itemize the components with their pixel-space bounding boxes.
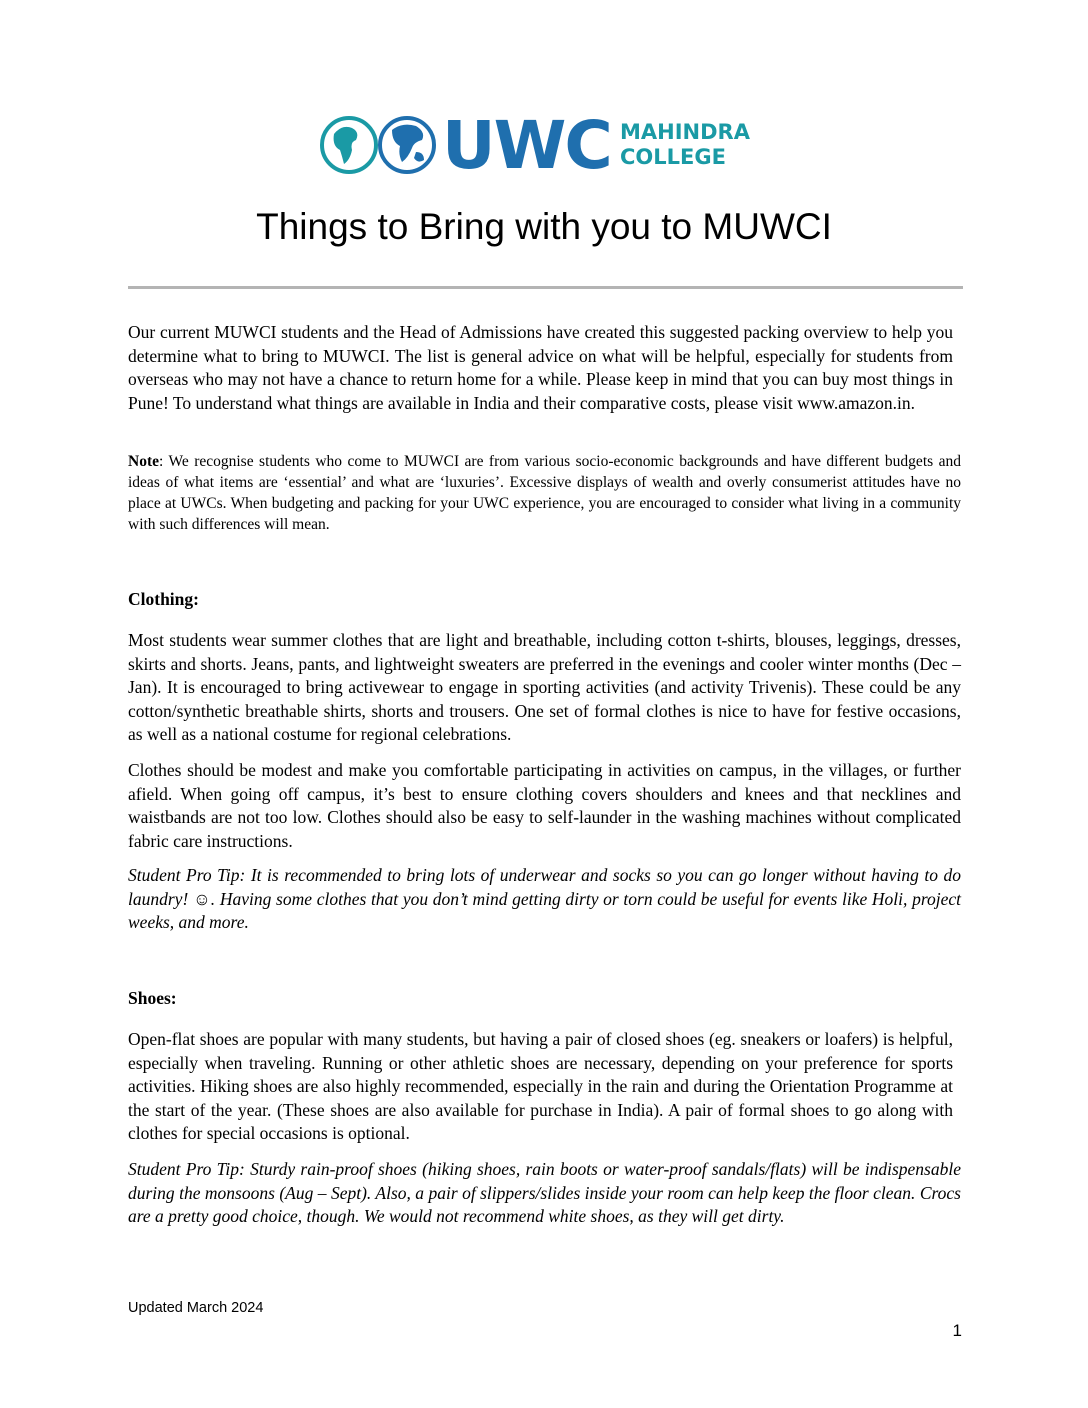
note-text: : We recognise students who come to MUWCI are from various socio-economic backgrounds and have different budgets and ideas of what items are ‘essential’ and what are ‘luxuries’. Excessive displays of wealth and overly consumerist attitudes have no place at UWCs. When budgeting and packing for your UWC experience, you are encouraged to consider what living in a community with such differences will mean. [128, 453, 961, 533]
clothing-paragraph-2: Clothes should be modest and make you comfortable participating in activities on campus, in the villages, or further afield. When going off campus, it’s best to ensure clothing covers shoulders and knees and that necklines and waistbands are not too low. Clothes should also be easy to self-launder in the washing machines without complicated fabric care instructions. [128, 760, 961, 851]
updated-footer: Updated March 2024 [128, 1300, 264, 1316]
title-divider [128, 286, 963, 289]
clothing-paragraph-1: Most students wear summer clothes that are light and breathable, including cotton t-shirts, blouses, leggings, dresses, skirts and shorts. Jeans, pants, and lightweight sweaters are preferred in the evenings and cooler winter months (Dec – Jan). It is encouraged to bring activewear to engage in sporting activities (and activity Trivenis). These could be any cotton/synthetic breathable shirts, shorts and trousers. One set of formal clothes is nice to have for festive occasions, as well as a national costume for regional celebrations. [128, 630, 961, 744]
logo-line-mahindra: MAHINDRA [620, 120, 750, 144]
intro-paragraph: Our current MUWCI students and the Head of Admissions have created this suggested packing overview to help you determine what to bring to MUWCI. The list is general advice on what will be helpful, especially for students from overseas who may not have a chance to return home for a while. Please keep in mind that you can buy most things in Pune! To understand what things are available in India and their comparative costs, please visit www.amazon.in. [128, 322, 953, 413]
shoes-heading: Shoes: [128, 988, 177, 1008]
uwc-mahindra-logo [320, 107, 770, 184]
logo-uwc-text: UWC [442, 107, 611, 184]
logo-line-college: COLLEGE [620, 145, 726, 169]
page-number: 1 [952, 1321, 962, 1340]
note-paragraph [128, 451, 961, 535]
globe-circles-icon [320, 112, 440, 182]
clothing-heading: Clothing: [128, 589, 199, 609]
clothing-pro-tip: Student Pro Tip: It is recommended to bring lots of underwear and socks so you can go longer without having to do laundry! ☺. Having some clothes that you don’t mind getting dirty or torn could be useful for events like Holi, project weeks, and more. [128, 865, 961, 932]
note-label: Note [128, 453, 159, 470]
page-title: Things to Bring with you to MUWCI [256, 206, 832, 247]
shoes-pro-tip: Student Pro Tip: Sturdy rain-proof shoes (hiking shoes, rain boots or water-proof sandals/flats) will be indispensable during the monsoons (Aug – Sept). Also, a pair of slippers/slides inside your room can help keep the floor clean. Crocs are a pretty good choice, though. We would not recommend white shoes, as they will get dirty. [128, 1159, 961, 1226]
shoes-paragraph: Open-flat shoes are popular with many students, but having a pair of closed shoes (eg. sneakers or loafers) is helpful, especially when traveling. Running or other athletic shoes are necessary, depending on your preference for sports activities. Hiking shoes are also highly recommended, especially in the rain and during the Orientation Programme at the start of the year. (These shoes are also available for purchase in India). A pair of formal shoes to go along with clothes for special occasions is optional. [128, 1029, 953, 1143]
logo-college-name [620, 120, 750, 170]
